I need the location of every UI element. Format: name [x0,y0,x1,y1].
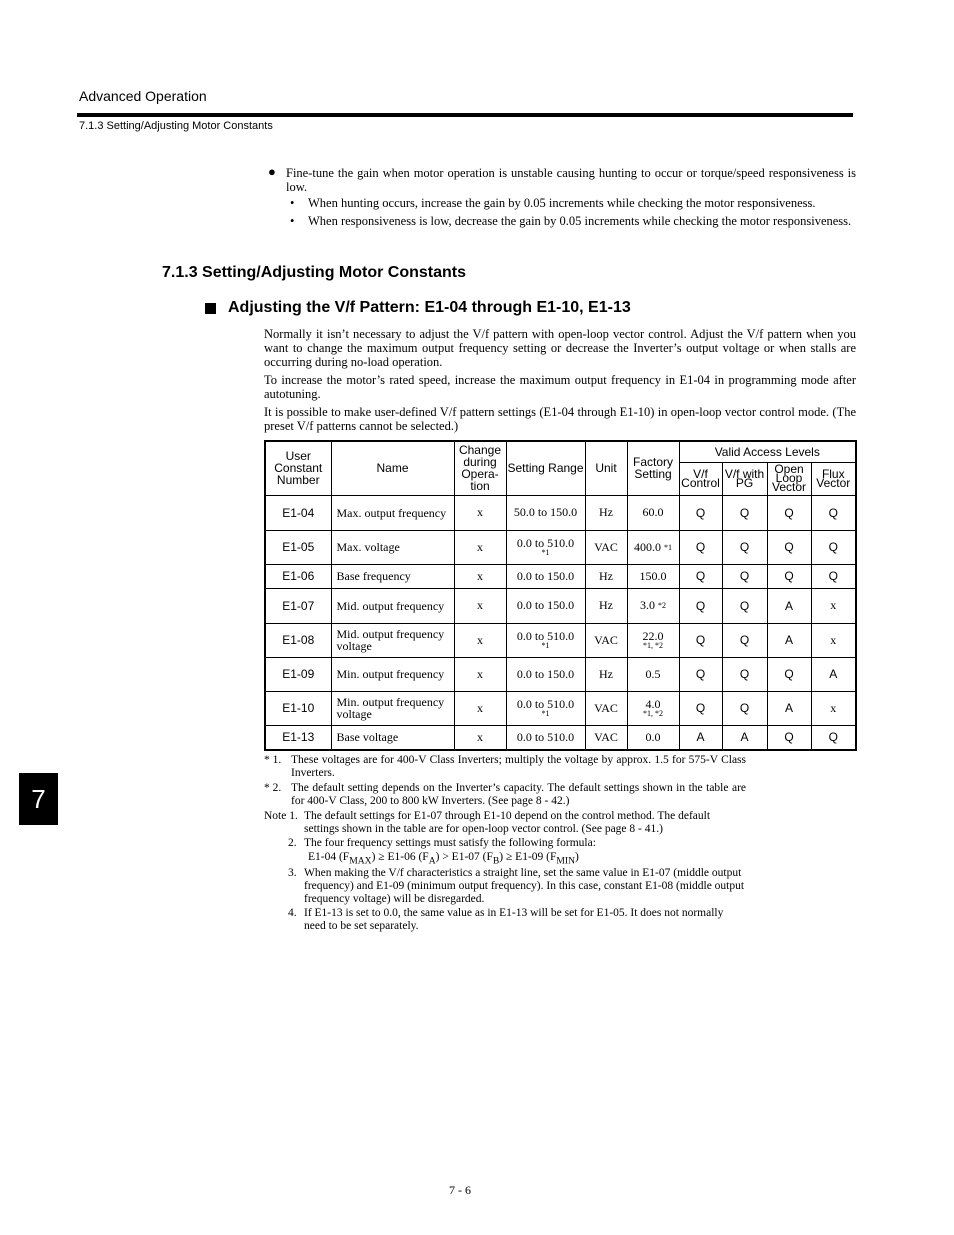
note-mark: 4. [288,907,297,920]
factory-footnote-ref: *1 [664,542,672,552]
cell-access-vf: Q [679,530,722,564]
note-2 [264,837,746,850]
footnote-2 [264,782,746,808]
factory-value: 3.0 [640,598,655,612]
range-footnote-ref: *1 [541,708,550,718]
body-paragraphs [264,327,856,437]
table-row [265,495,856,530]
factory-value: 0.5 [645,666,661,681]
cell-unit: VAC [585,691,627,725]
cell-name: Mid. output frequency [331,588,454,623]
bullet-sub-responsiveness-text: When responsiveness is low, decrease the gain by 0.05 increments while checking the motor responsiveness. [308,214,852,228]
page-number: 7 - 6 [449,1183,471,1197]
col-header-flux-vector: Flux Vector [811,462,856,495]
col-header-factory: Factory Setting [627,441,679,495]
cell-name: Mid. output frequency voltage [331,623,454,657]
cell-range [506,495,585,530]
footnote-mark: * 1. [264,754,282,766]
cell-access-open-loop: A [767,691,811,725]
table-row [265,623,856,657]
formula-part: ) ≥ E1-06 (F [371,851,429,863]
cell-access-vf: Q [679,657,722,691]
cell-range [506,623,585,657]
formula-part: E1-04 (F [308,851,350,863]
cell-access-flux: x [811,623,856,657]
paragraph: It is possible to make user-defined V/f pattern settings (E1-04 through E1-10) in open-loop vector control mode. (The preset V/f patterns cannot be selected.) [264,405,856,433]
cell-access-vf-pg: Q [722,623,767,657]
vf-pattern-constants-table [264,440,857,751]
formula-subscript: A [428,855,436,867]
table-row [265,588,856,623]
bullet-sub-hunting-text: When hunting occurs, increase the gain by 0.05 increments while checking the motor responsiveness. [308,196,816,210]
cell-access-vf: Q [679,691,722,725]
cell-access-vf-pg: Q [722,495,767,530]
col-header-vf-control: V/f Control [679,462,722,495]
cell-factory [627,588,679,623]
cell-change: x [454,588,506,623]
bullet-sub-hunting [268,196,856,210]
cell-constant: E1-04 [265,495,331,530]
note-text: If E1-13 is set to 0.0, the same value as in E1-13 will be set for E1-05. It does not normally need to be set separately. [304,907,724,933]
frequency-formula [264,851,746,867]
footnote-text: These voltages are for 400-V Class Inverters; multiply the voltage by approx. 1.5 for 575-V Class Inverters. [291,754,746,779]
cell-access-flux: Q [811,725,856,750]
formula-subscript: MIN [556,855,576,867]
paragraph: Normally it isn’t necessary to adjust the V/f pattern with open-loop vector control. Adjust the V/f pattern when you want to change the maximum output frequency setting or decrease the Inverter’s output voltage or when stalls are occurring during no-load operation. [264,327,856,369]
range-value: 0.0 to 510.0 [516,696,575,711]
footnote-text: The default setting depends on the Inverter’s capacity. The default settings shown in the table are for 400-V Class, 200 to 800 kW Inverters. (See page 8 - 42.) [291,782,746,807]
range-value: 50.0 to 150.0 [513,505,578,519]
cell-factory [627,564,679,588]
cell-access-open-loop: A [767,588,811,623]
cell-access-flux: A [811,657,856,691]
range-value: 0.0 to 510.0 [516,628,575,643]
table-row [265,691,856,725]
running-header-subtitle: 7.1.3 Setting/Adjusting Motor Constants [79,120,273,132]
range-value: 0.0 to 510.0 [516,729,575,744]
range-footnote-ref: *1 [541,640,550,650]
cell-access-vf-pg: Q [722,657,767,691]
formula-subscript: MAX [349,855,372,867]
cell-change: x [454,564,506,588]
col-header-access-levels: Valid Access Levels [679,441,856,462]
footnote-1 [264,754,746,780]
factory-footnote-ref: *2 [658,601,666,610]
note-1 [264,810,746,836]
factory-footnote-ref: *1, *2 [643,640,663,650]
note-mark: Note 1. [264,810,298,822]
cell-access-open-loop: Q [767,530,811,564]
col-header-vf-with-pg: V/f with PG [722,462,767,495]
cell-access-vf-pg: Q [722,691,767,725]
cell-name: Base frequency [331,564,454,588]
cell-access-vf-pg: A [722,725,767,750]
cell-range [506,657,585,691]
table-row [265,657,856,691]
range-value: 0.0 to 150.0 [516,666,575,681]
cell-range [506,725,585,750]
cell-access-open-loop: Q [767,657,811,691]
range-value: 0.0 to 150.0 [516,568,575,583]
cell-factory [627,657,679,691]
col-header-name: Name [331,441,454,495]
factory-value: 60.0 [642,505,664,519]
cell-access-vf-pg: Q [722,530,767,564]
range-value: 0.0 to 150.0 [516,598,575,612]
note-mark: 3. [288,867,297,880]
formula-part: ) ≥ E1-09 (F [499,851,557,863]
footnote-mark: * 2. [264,782,282,794]
cell-change: x [454,691,506,725]
bullet-sub-responsiveness [268,214,856,228]
cell-change: x [454,657,506,691]
cell-unit: VAC [585,623,627,657]
cell-access-vf-pg: Q [722,588,767,623]
cell-access-vf: Q [679,495,722,530]
cell-change: x [454,530,506,564]
formula-part: ) > E1-07 (F [435,851,493,863]
cell-access-vf: A [679,725,722,750]
cell-factory [627,623,679,657]
cell-access-flux: Q [811,495,856,530]
cell-factory [627,725,679,750]
heading-square-marker [205,303,216,314]
cell-unit: VAC [585,725,627,750]
table-row [265,530,856,564]
cell-constant: E1-05 [265,530,331,564]
cell-access-open-loop: Q [767,725,811,750]
table-notes [264,754,746,934]
chapter-tab: 7 [19,773,58,825]
note-text: When making the V/f characteristics a straight line, set the same value in E1-07 (middle output frequency) and E1-09 (minimum output frequency). In this case, constant E1-08 (middle output frequency voltage) will be disregarded. [304,867,745,906]
cell-change: x [454,495,506,530]
cell-access-flux: x [811,691,856,725]
section-heading: 7.1.3 Setting/Adjusting Motor Constants [162,264,467,281]
col-header-change: Change during Opera- tion [454,441,506,495]
bullet-dot: ● [268,164,276,179]
cell-name: Max. voltage [331,530,454,564]
cell-constant: E1-08 [265,623,331,657]
note-3 [264,867,746,906]
formula-subscript: B [492,855,500,867]
cell-range [506,588,585,623]
cell-constant: E1-09 [265,657,331,691]
cell-name: Max. output frequency [331,495,454,530]
cell-factory [627,495,679,530]
factory-footnote-ref: *1, *2 [643,708,663,718]
cell-factory [627,530,679,564]
cell-access-flux: Q [811,564,856,588]
tuning-bullets [268,166,856,232]
cell-access-flux: Q [811,530,856,564]
cell-access-open-loop: Q [767,495,811,530]
cell-constant: E1-07 [265,588,331,623]
table-row [265,725,856,750]
table-row [265,564,856,588]
cell-change: x [454,725,506,750]
cell-name: Min. output frequency voltage [331,691,454,725]
cell-unit: Hz [585,495,627,530]
header-rule [77,113,853,117]
cell-constant: E1-13 [265,725,331,750]
col-header-unit: Unit [585,441,627,495]
bullet-main [268,166,856,194]
cell-access-vf: Q [679,588,722,623]
cell-constant: E1-06 [265,564,331,588]
factory-value: 0.0 [645,729,661,744]
cell-change: x [454,623,506,657]
cell-name: Min. output frequency [331,657,454,691]
subsection-heading: Adjusting the V/f Pattern: E1-04 through E1-10, E1-13 [228,299,631,316]
cell-constant: E1-10 [265,691,331,725]
cell-unit: Hz [585,588,627,623]
cell-range [506,564,585,588]
formula-part: ) [575,851,579,863]
col-header-range: Setting Range [506,441,585,495]
cell-range [506,691,585,725]
cell-range [506,530,585,564]
bullet-small-dot: • [290,196,295,210]
paragraph: To increase the motor’s rated speed, increase the maximum output frequency in E1-04 in programming mode after autotuning. [264,373,856,401]
factory-value: 150.0 [639,568,667,583]
factory-value: 22.0 [642,628,664,643]
cell-factory [627,691,679,725]
cell-name: Base voltage [331,725,454,750]
cell-unit: VAC [585,530,627,564]
note-mark: 2. [288,837,297,849]
bullet-main-text: Fine-tune the gain when motor operation is unstable causing hunting to occur or torque/speed responsiveness is low. [286,166,856,194]
cell-access-vf: Q [679,564,722,588]
col-header-open-loop-vector: Open Loop Vector [767,462,811,495]
cell-unit: Hz [585,657,627,691]
running-header-title: Advanced Operation [79,88,207,104]
factory-value: 4.0 [645,696,661,711]
cell-access-open-loop: Q [767,564,811,588]
bullet-small-dot: • [290,214,295,228]
cell-access-vf: Q [679,623,722,657]
range-value: 0.0 to 510.0 [516,535,575,550]
cell-access-vf-pg: Q [722,564,767,588]
note-4 [264,907,746,933]
col-header-constant: User Constant Number [265,441,331,495]
note-text: The four frequency settings must satisfy the following formula: [304,837,596,849]
factory-value: 400.0 [634,539,661,554]
note-text: The default settings for E1-07 through E1-10 depend on the control method. The default settings shown in the table are for open-loop vector control. (See page 8 - 41.) [304,810,711,835]
range-footnote-ref: *1 [541,547,550,557]
cell-access-flux: x [811,588,856,623]
cell-unit: Hz [585,564,627,588]
cell-access-open-loop: A [767,623,811,657]
